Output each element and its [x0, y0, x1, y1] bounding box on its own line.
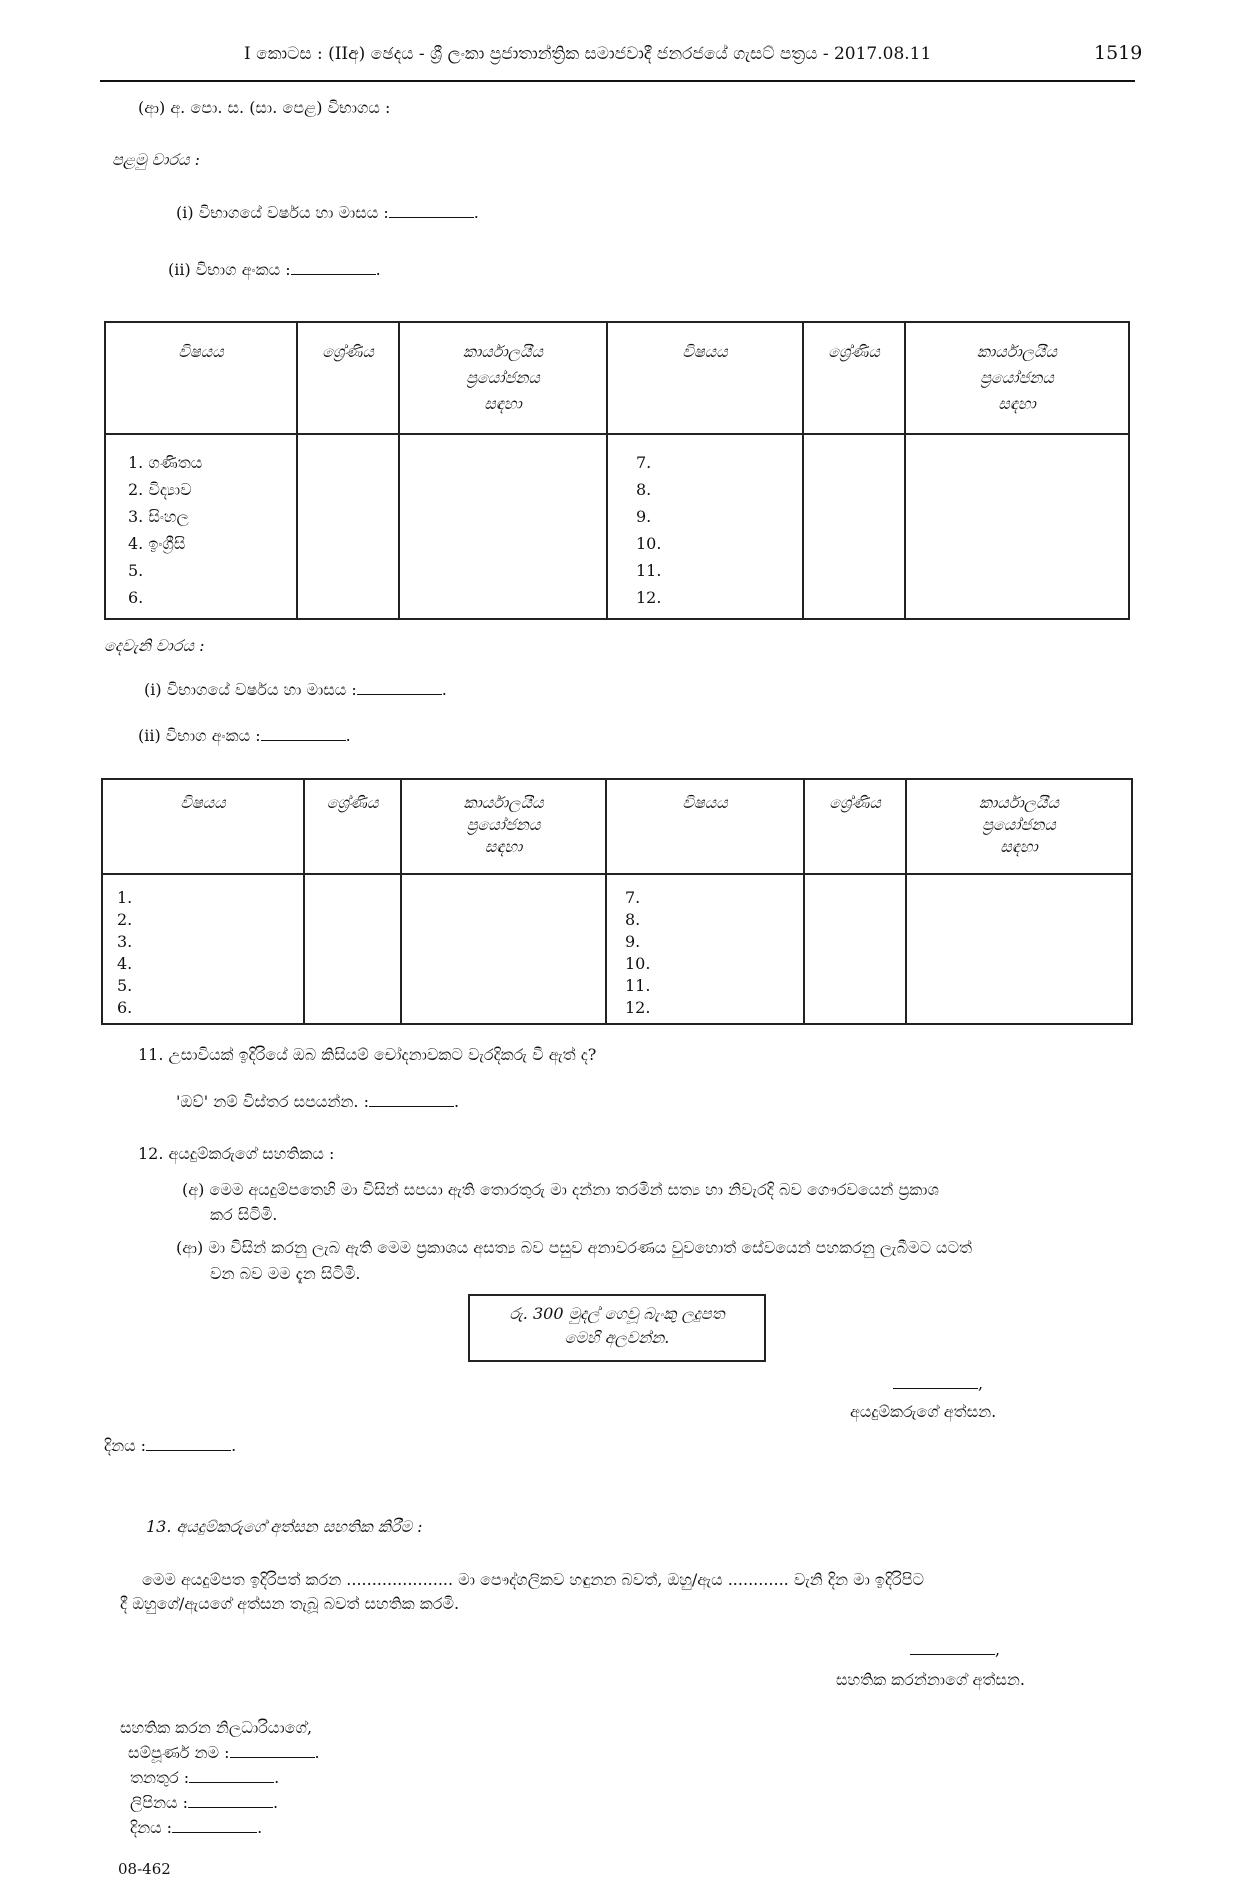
subject-row: 6. — [128, 588, 144, 607]
office-cell-right — [905, 434, 1129, 619]
results-table-first — [104, 321, 1130, 620]
office-cell-right — [906, 874, 1132, 1024]
second-exam-number-label: (ii) විභාග අංකය : — [138, 726, 261, 745]
date-line: දිනය : . — [104, 1436, 237, 1455]
subject-row: 6. — [117, 998, 133, 1017]
subject-row: 2. — [117, 910, 133, 929]
col-office-use-header: කාර්යාලයීය ප්‍රයෝජනය සඳහා — [401, 779, 606, 874]
subject-row: 4. — [117, 954, 133, 973]
subject-row: 3. — [117, 932, 133, 951]
col-office-use-header: කාර්යාලයීය ප්‍රයෝජනය සඳහා — [399, 322, 607, 434]
col-grade-header-2: ශ්‍රේණිය — [804, 779, 906, 874]
subject-row: 12. — [625, 998, 651, 1017]
subject-list-left — [102, 874, 304, 1024]
col-grade-header: ශ්‍රේණිය — [304, 779, 401, 874]
second-exam-number-field[interactable] — [261, 740, 346, 741]
certifier-signature[interactable]: , — [910, 1640, 1000, 1659]
second-exam-year-month-label: (i) විභාගයේ වර්ෂය හා මාසය : — [144, 680, 357, 699]
header-rule — [100, 80, 1135, 82]
certifier-signature-label: සහතික කරන්නාගේ අත්සන. — [836, 1670, 1025, 1689]
col-grade-header: ශ්‍රේණිය — [297, 322, 399, 434]
q12-a-line2: කර සිටිමි. — [210, 1205, 278, 1224]
subject-row: 8. — [636, 480, 652, 499]
subject-row: 7. — [636, 453, 652, 472]
subject-row: 10. — [636, 534, 662, 553]
officer-address-field[interactable] — [188, 1807, 273, 1808]
first-exam-number: (ii) විභාග අංකය : . — [168, 260, 381, 279]
subject-row: 7. — [625, 888, 641, 907]
subject-row: 11. — [625, 976, 651, 995]
date-field[interactable] — [146, 1450, 231, 1451]
q13-para-line2: දී ඔහුගේ/ඇයගේ අත්සන තැබූ බවත් සහතික කරමි. — [120, 1594, 460, 1613]
officer-designation: තනතුර : . — [130, 1768, 280, 1787]
officer-designation-label: තනතුර : — [130, 1768, 190, 1787]
applicant-signature-label: අයදුම්කරුගේ අත්සන. — [850, 1402, 997, 1421]
results-table-second — [101, 778, 1133, 1025]
col-grade-header-2: ශ්‍රේණිය — [803, 322, 905, 434]
officer-date-label: දිනය : — [130, 1818, 173, 1837]
officer-date: දිනය : . — [130, 1818, 263, 1837]
first-exam-year-month: (i) විභාගයේ වර්ෂය හා මාසය : . — [176, 203, 479, 222]
subject-row: 1. — [117, 888, 133, 907]
q13-para-line1: මෙම අයදුම්පත ඉදිරිපත් කරන ..................... මා පෞද්ගලිකව හඳුනන බවත්, ඔහු/ඇය ............ වැනි දින මා ඉදිරිපිට — [142, 1570, 925, 1589]
q11-question: 11. උසාවියක් ඉදිරියේ ඔබ කිසියම් චෝදනාවකට වැරදිකරු වී ඇත් ද? — [138, 1045, 597, 1064]
first-exam-year-month-label: (i) විභාගයේ වර්ෂය හා මාසය : — [176, 203, 389, 222]
first-exam-number-label: (ii) විභාග අංකය : — [168, 260, 291, 279]
subject-list-left — [105, 434, 297, 619]
q12-heading: 12. අයදුම්කරුගේ සහතිකය : — [138, 1144, 335, 1163]
footer-code: 08-462 — [118, 1860, 171, 1878]
q11-details-label: 'ඔව්' නම් විස්තර සපයන්න. : — [176, 1092, 369, 1111]
officer-address-label: ලිපිනය : — [130, 1793, 189, 1812]
certifying-officer-heading: සහතික කරන නිලධාරියාගේ, — [120, 1718, 313, 1737]
first-exam-year-month-field[interactable] — [389, 217, 474, 218]
officer-date-field[interactable] — [172, 1832, 257, 1833]
applicant-signature[interactable]: , — [893, 1374, 983, 1393]
subject-row: 1. ගණිතය — [128, 453, 203, 472]
grade-cell-right[interactable] — [803, 434, 905, 619]
subject-list-right — [607, 434, 803, 619]
subject-row: 9. — [625, 932, 641, 951]
second-exam-year-month-field[interactable] — [357, 694, 442, 695]
q11-details: 'ඔව්' නම් විස්තර සපයන්න. : . — [176, 1092, 460, 1111]
officer-full-name-field[interactable] — [230, 1757, 315, 1758]
subject-row: 12. — [636, 588, 662, 607]
subject-row: 2. විද්‍යාව — [128, 480, 192, 499]
date-label: දිනය : — [104, 1436, 147, 1455]
officer-designation-field[interactable] — [189, 1782, 274, 1783]
col-subject-header-2: විෂයය — [606, 779, 804, 874]
subject-row: 9. — [636, 507, 652, 526]
grade-cell-left[interactable] — [297, 434, 399, 619]
subject-row: 10. — [625, 954, 651, 973]
q12-b-line2: වන බව මම දැන සිටිමි. — [210, 1264, 361, 1283]
second-exam-number: (ii) විභාග අංකය : . — [138, 726, 351, 745]
gazette-header-title: I කොටස : (IIඅ) ඡෙදය - ශ්‍රී ලංකා ප්‍රජාතාන්ත්‍රික සමාජවාදී ජනරජයේ ගැසට් පත්‍රය - 2017.08.11 — [244, 44, 932, 64]
col-subject-header: විෂයය — [102, 779, 304, 874]
subject-row: 3. සිංහල — [128, 507, 189, 526]
second-attempt-heading: දෙවැනි වාරය : — [104, 636, 205, 655]
subject-list-right — [606, 874, 804, 1024]
bank-receipt-box: රු. 300 මුදල් ගෙවූ බැංකු ලදුපත මෙහි අලවන්න. — [468, 1294, 766, 1362]
q13-heading: 13. අයදුම්කරුගේ අත්සන සහතික කිරීම : — [146, 1517, 423, 1536]
subject-row: 5. — [128, 561, 144, 580]
officer-address: ලිපිනය : . — [130, 1793, 279, 1812]
subject-row: 11. — [636, 561, 662, 580]
col-office-use-header-2: කාර්යාලයීය ප්‍රයෝජනය සඳහා — [906, 779, 1132, 874]
office-cell-left — [401, 874, 606, 1024]
second-exam-year-month: (i) විභාගයේ වර්ෂය හා මාසය : . — [144, 680, 447, 699]
col-office-use-header-2: කාර්යාලයීය ප්‍රයෝජනය සඳහා — [905, 322, 1129, 434]
subject-row: 5. — [117, 976, 133, 995]
officer-full-name: සම්පූර්ණ නම : . — [128, 1743, 320, 1762]
q11-details-field[interactable] — [369, 1106, 454, 1107]
first-exam-number-field[interactable] — [291, 274, 376, 275]
first-attempt-heading: පළමු වාරය : — [112, 150, 201, 169]
subject-row: 8. — [625, 910, 641, 929]
page-number: 1519 — [1094, 42, 1143, 64]
section-a-label: (ආ) අ. පො. ස. (සා. පෙළ) විභාගය : — [138, 98, 391, 117]
office-cell-left — [399, 434, 607, 619]
applicant-signature-field[interactable] — [893, 1388, 978, 1389]
col-subject-header-2: විෂයය — [607, 322, 803, 434]
certifier-signature-field[interactable] — [910, 1654, 995, 1655]
grade-cell-left[interactable] — [304, 874, 401, 1024]
q12-a-line1: (අ) මෙම අයදුම්පතෙහි මා විසින් සපයා ඇති තොරතුරු මා දන්නා තරමින් සත්‍ය හා නිවැරදි බව ගෞරවයෙන් ප්‍රකාශ — [182, 1180, 939, 1199]
grade-cell-right[interactable] — [804, 874, 906, 1024]
col-subject-header: විෂයය — [105, 322, 297, 434]
subject-row: 4. ඉංග්‍රීසි — [128, 534, 186, 553]
q12-b-line1: (ආ) මා විසින් කරනු ලැබ ඇති මෙම ප්‍රකාශය අසත්‍ය බව පසුව අනාවරණය වුවහොත් සේවයෙන් පහකරනු ලැබීමට යටත් — [176, 1238, 973, 1257]
officer-full-name-label: සම්පූර්ණ නම : — [128, 1743, 230, 1762]
